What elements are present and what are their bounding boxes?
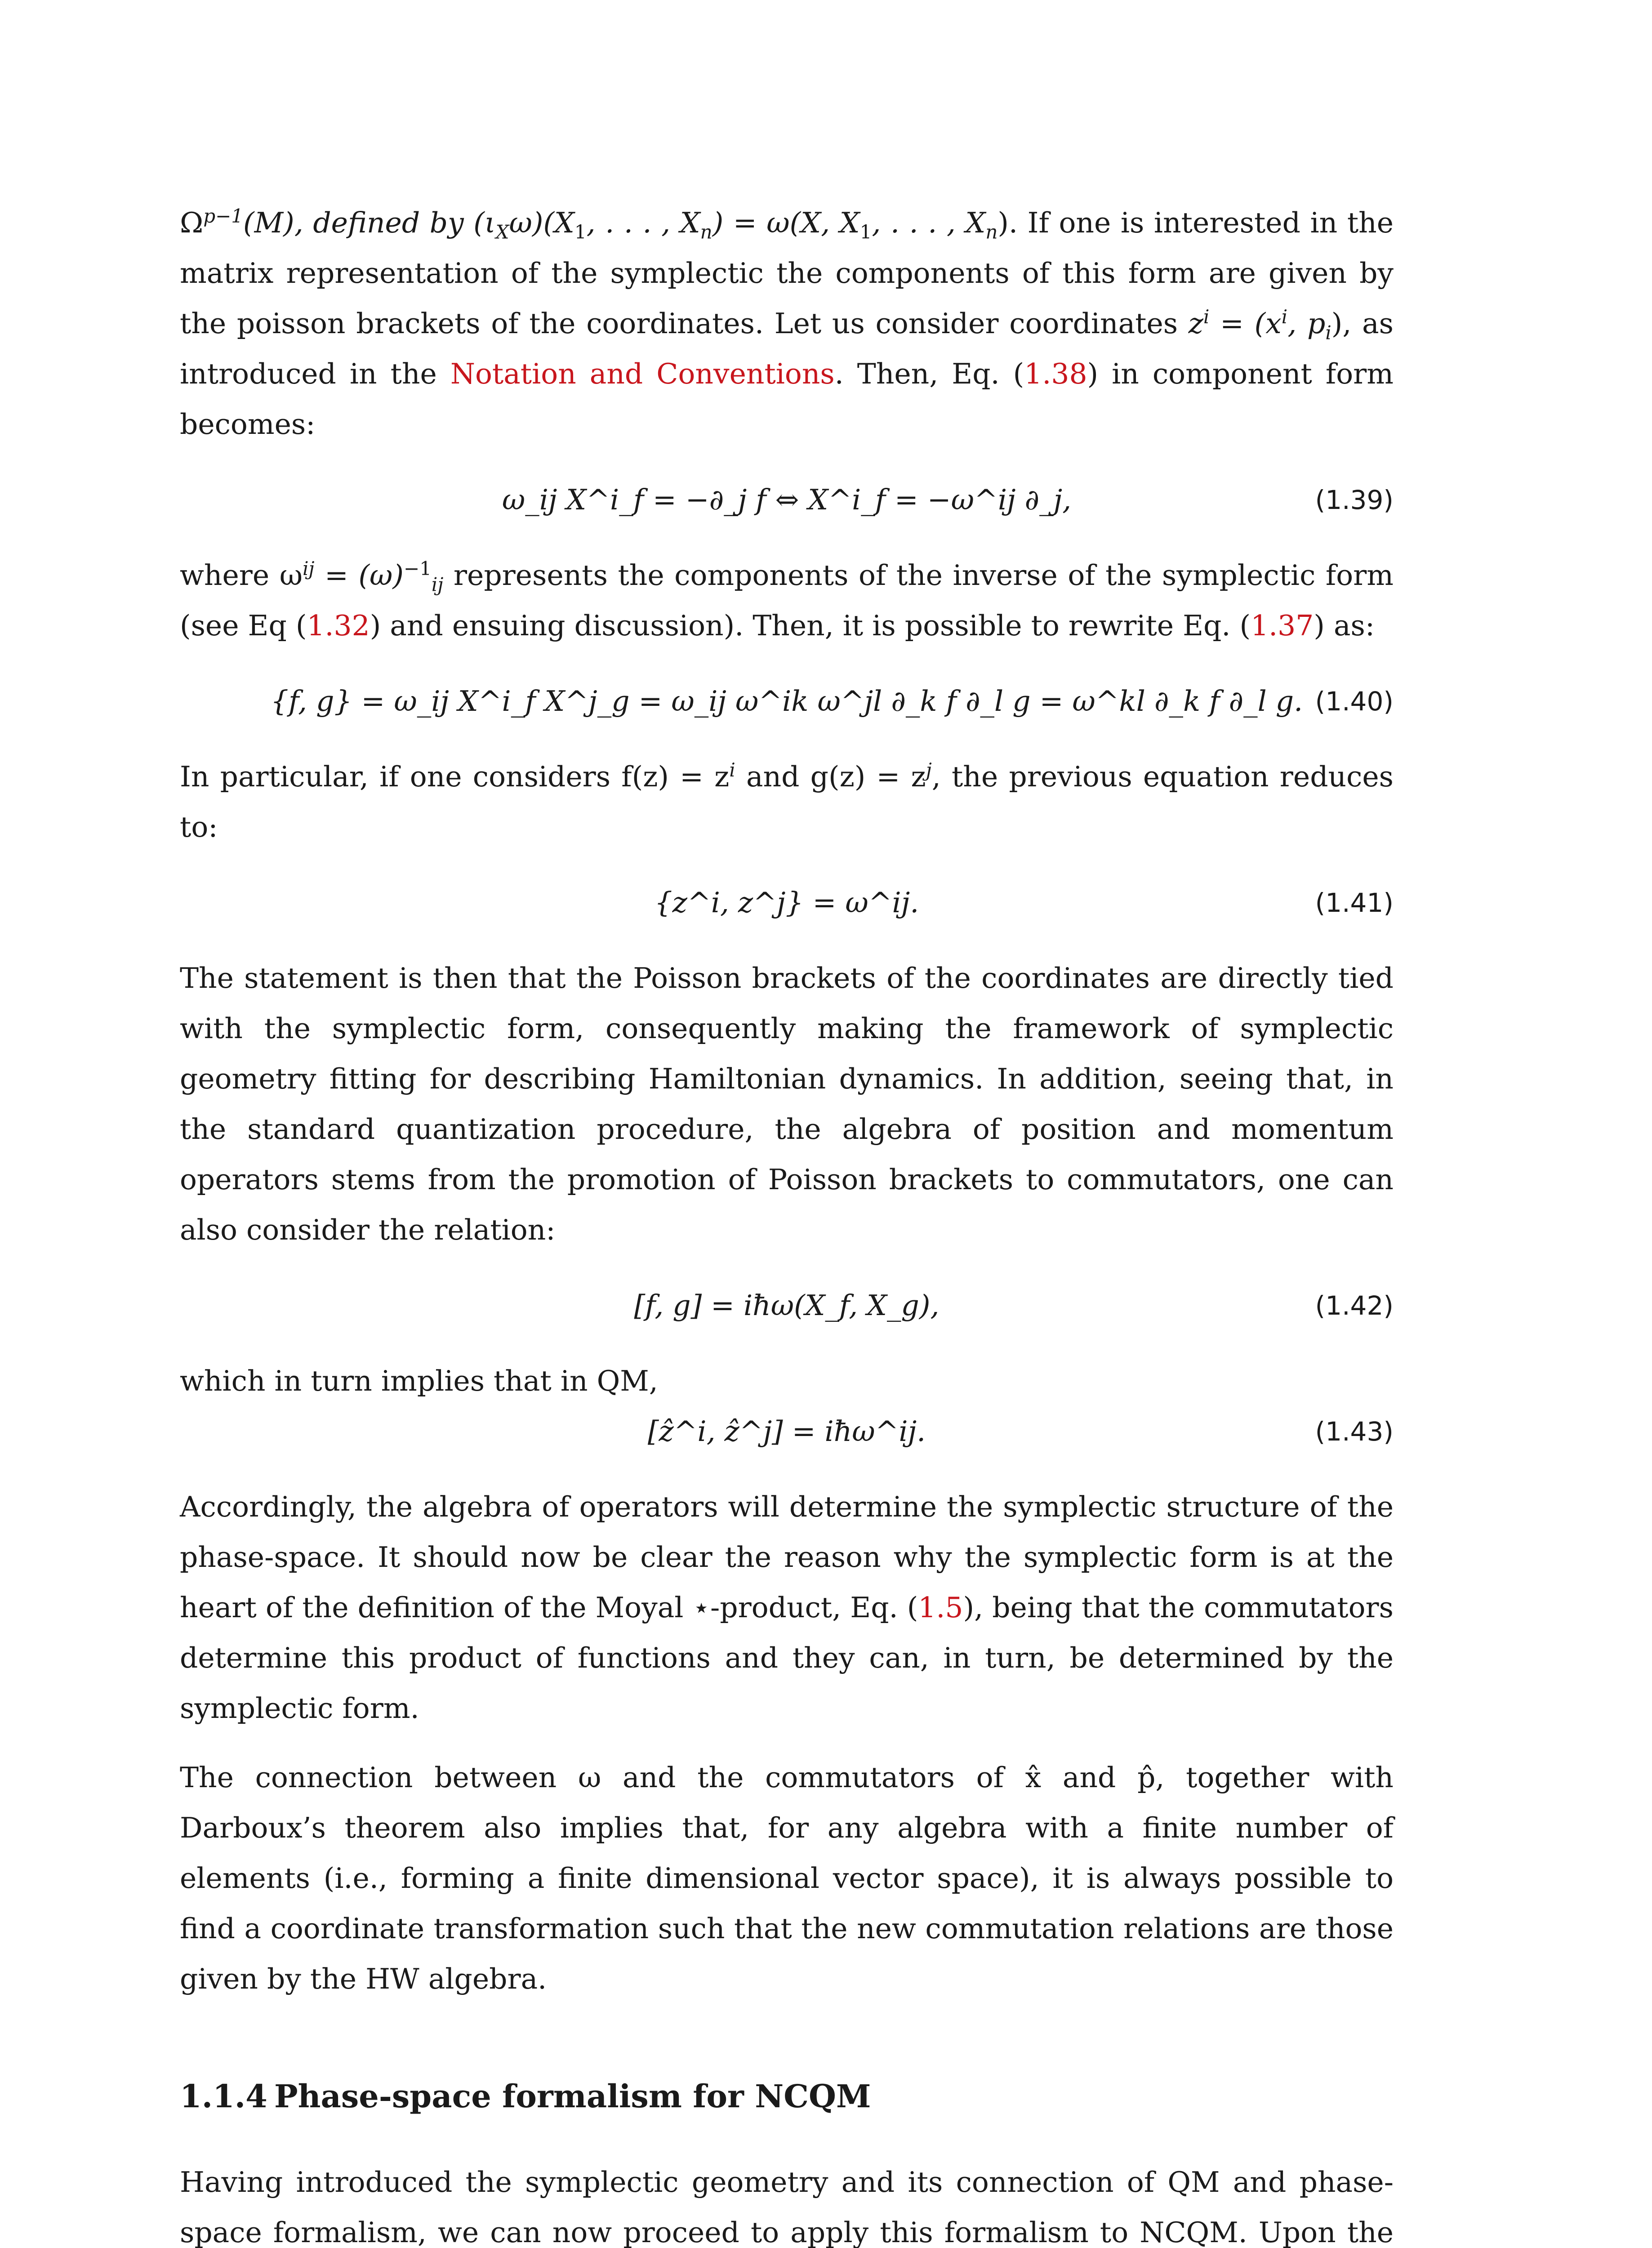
paragraph-text: where ω (180, 559, 303, 592)
superscript: j (926, 759, 932, 781)
page-body (180, 198, 1394, 2248)
paragraph-3 (180, 752, 1394, 852)
superscript: i (1281, 306, 1288, 328)
equation-number: (1.41) (1315, 888, 1394, 918)
inline-math: , p (1287, 307, 1326, 340)
paragraph-4: The statement is then that the Poisson brackets of the coordinates are directly tied with the symplectic form, consequently making the framework of symplectic geometry fitting for describing Hamiltonian dynamics. In addition, seeing that, in the standard quantization procedure, the algebra of position and momentum operators stems from the promotion of Poisson brackets to commutators, one can also consider the relation: (180, 962, 1394, 1246)
paragraph-text: ) in component form becomes: (180, 357, 1394, 441)
equation-number: (1.42) (1315, 1290, 1394, 1321)
equation-body: {f, g} = ω_ij X^i_f X^j_g = ω_ij ω^ik ω^jl ∂_k f ∂_l g = ω^kl ∂_k f ∂_l g. (270, 685, 1303, 718)
inline-math: = (x (1209, 307, 1282, 340)
equation-number: (1.39) (1315, 485, 1394, 515)
equation-1-42 (180, 1280, 1394, 1331)
equation-body: [f, g] = iħω(X_f, X_g), (634, 1289, 940, 1322)
equation-1-39 (180, 475, 1394, 525)
paragraph-8: Having introduced the symplectic geometry and its connection of QM and phase-space formalism, we can now proceed to apply this formalism to NCQM. Upon the (180, 2166, 1394, 2248)
superscript: p−1 (203, 205, 244, 227)
inline-math: , . . . , X (586, 206, 700, 239)
subscript: n (985, 221, 998, 243)
paragraph-text: ) as: (1314, 609, 1375, 642)
paragraph-text: and g(z) = z (735, 760, 926, 793)
equation-1-41 (180, 878, 1394, 928)
subscript: ij (431, 573, 444, 596)
paragraph-text: In particular, if one considers f(z) = z (180, 760, 730, 793)
section-title: Phase-space formalism for NCQM (274, 2078, 871, 2115)
subscript: 1 (574, 221, 587, 243)
equation-1-43 (180, 1406, 1394, 1457)
paragraph-text: ) and ensuing discussion). Then, it is possible to rewrite Eq. ( (370, 609, 1251, 642)
equation-number: (1.43) (1315, 1416, 1394, 1447)
paragraph-text: . Then, Eq. ( (834, 357, 1024, 390)
inline-math: z (1188, 307, 1203, 340)
paragraph-2 (180, 550, 1394, 651)
subscript: X (495, 221, 509, 243)
paragraph-1 (180, 198, 1394, 450)
superscript: i (1203, 306, 1210, 328)
paragraph-text: Accordingly, the algebra of operators will determine the symplectic structure of the phase-space. It should now be clear the reason why the symplectic form is at the heart of the definition of the Moyal ⋆-product, Eq. ( (180, 1490, 1394, 1624)
superscript: −1 (404, 558, 432, 580)
paragraph-text: ). If one is interested in the matrix representation of the symplectic the components of this form are given by the poisson brackets of the coordinates. Let us consider coordinates (180, 206, 1394, 340)
subscript: n (700, 221, 712, 243)
section-heading (180, 2076, 1394, 2117)
equation-ref-link[interactable]: 1.37 (1251, 609, 1314, 642)
superscript: ij (303, 558, 315, 580)
omega-symbol: Ω (180, 206, 204, 239)
subscript: i (1325, 321, 1331, 344)
paragraph-6 (180, 1482, 1394, 1734)
section-number: 1.1.4 (180, 2078, 267, 2115)
equation-ref-link[interactable]: 1.5 (918, 1591, 963, 1624)
inline-math: = (ω) (314, 559, 404, 592)
paragraph-text: ), as introduced in the (180, 307, 1394, 390)
paragraph-7: The connection between ω and the commutators of x̂ and p̂, together with Darboux’s theorem also implies that, for any algebra with a finite number of elements (i.e., forming a finite dimensional vector space), it is always possible to find a coordinate transformation such that the new commutation relations are those given by the HW algebra. (180, 1761, 1394, 1995)
equation-1-40 (180, 676, 1394, 727)
notation-conventions-link[interactable]: Notation and Conventions (450, 357, 835, 390)
paragraph-text: , the previous equation reduces to: (180, 760, 1394, 843)
inline-math: ) = ω(X, X (712, 206, 860, 239)
equation-body: [ẑ^i, ẑ^j] = iħω^ij. (647, 1415, 926, 1448)
paragraph-text: ), being that the commutators determine this product of functions and they can, in turn, be determined by the symplectic form. (180, 1591, 1394, 1725)
equation-number: (1.40) (1315, 686, 1394, 717)
subscript: 1 (859, 221, 872, 243)
equation-ref-link[interactable]: 1.32 (307, 609, 370, 642)
paragraph-gap (180, 1734, 1394, 1753)
inline-math: (M), defined by (ι (243, 206, 496, 239)
paragraph-5: which in turn implies that in QM, (180, 1365, 658, 1397)
superscript: i (729, 759, 735, 781)
equation-ref-link[interactable]: 1.38 (1024, 357, 1087, 390)
equation-body: ω_ij X^i_f = −∂_j f ⇔ X^i_f = −ω^ij ∂_j, (502, 483, 1072, 516)
equation-body: {z^i, z^j} = ω^ij. (654, 886, 919, 919)
inline-math: ω)(X (509, 206, 574, 239)
paragraph-text: represents the components of the inverse of the symplectic form (see Eq ( (180, 559, 1394, 642)
inline-math: , . . . , X (872, 206, 986, 239)
